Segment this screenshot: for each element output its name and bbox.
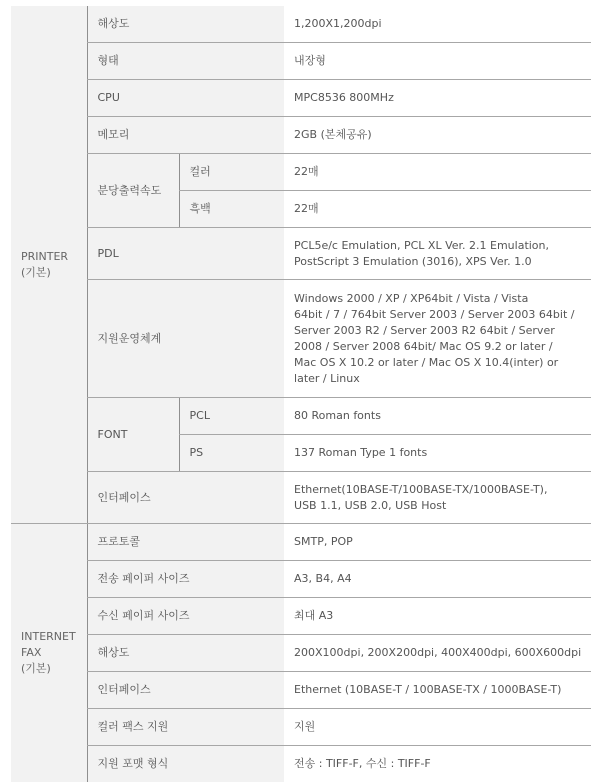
- printer-font-label: FONT: [87, 398, 179, 472]
- printer-memory-value: 2GB (본체공유): [284, 117, 591, 154]
- fax-color-fax-label: 컬러 팩스 지원: [87, 708, 284, 745]
- fax-protocol-value: SMTP, POP: [284, 524, 591, 561]
- printer-speed-color-label: 컬러: [179, 154, 284, 191]
- printer-cpu-label: CPU: [87, 80, 284, 117]
- section-printer-label: PRINTER (기본): [11, 6, 87, 524]
- printer-resolution-label: 해상도: [87, 6, 284, 43]
- fax-format-label: 지원 포맷 형식: [87, 745, 284, 782]
- printer-pdl-value: PCL5e/c Emulation, PCL XL Ver. 2.1 Emulation, PostScript 3 Emulation (3016), XPS Ver. 1.0: [284, 228, 591, 280]
- printer-resolution-value: 1,200X1,200dpi: [284, 6, 591, 43]
- printer-os-label: 지원운영체계: [87, 280, 284, 398]
- fax-interface-value: Ethernet (10BASE-T / 100BASE-TX / 1000BASE-T): [284, 671, 591, 708]
- fax-send-paper-label: 전송 페이퍼 사이즈: [87, 560, 284, 597]
- fax-protocol-label: 프로토콜: [87, 524, 284, 561]
- printer-interface-label: 인터페이스: [87, 472, 284, 524]
- printer-font-ps-label: PS: [179, 435, 284, 472]
- printer-pdl-label: PDL: [87, 228, 284, 280]
- printer-speed-label: 분당출력속도: [87, 154, 179, 228]
- fax-interface-label: 인터페이스: [87, 671, 284, 708]
- fax-resolution-label: 해상도: [87, 634, 284, 671]
- fax-send-paper-value: A3, B4, A4: [284, 560, 591, 597]
- printer-speed-mono-value: 22매: [284, 191, 591, 228]
- printer-font-pcl-value: 80 Roman fonts: [284, 398, 591, 435]
- fax-format-value: 전송 : TIFF-F, 수신 : TIFF-F: [284, 745, 591, 782]
- printer-interface-value: Ethernet(10BASE-T/100BASE-TX/1000BASE-T), USB 1.1, USB 2.0, USB Host: [284, 472, 591, 524]
- fax-recv-paper-value: 최대 A3: [284, 597, 591, 634]
- printer-form-value: 내장형: [284, 43, 591, 80]
- printer-form-label: 형태: [87, 43, 284, 80]
- fax-resolution-value: 200X100dpi, 200X200dpi, 400X400dpi, 600X600dpi: [284, 634, 591, 671]
- spec-table: [11, 6, 591, 782]
- section-fax-label: INTERNET FAX (기본): [11, 524, 87, 782]
- fax-color-fax-value: 지원: [284, 708, 591, 745]
- printer-os-value: Windows 2000 / XP / XP64bit / Vista / Vista 64bit / 7 / 764bit Server 2003 / Server 2003 64bit / Server 2003 R2 / Server 2003 R2 64bit / Server 2008 / Server 2008 64bit/ Mac OS 9.2 or later / Mac OS X 10.2 or later / Mac OS X 10.4(inter) or later / Linux: [284, 280, 591, 398]
- printer-speed-color-value: 22매: [284, 154, 591, 191]
- printer-font-pcl-label: PCL: [179, 398, 284, 435]
- printer-cpu-value: MPC8536 800MHz: [284, 80, 591, 117]
- printer-speed-mono-label: 흑백: [179, 191, 284, 228]
- printer-font-ps-value: 137 Roman Type 1 fonts: [284, 435, 591, 472]
- fax-recv-paper-label: 수신 페이퍼 사이즈: [87, 597, 284, 634]
- printer-memory-label: 메모리: [87, 117, 284, 154]
